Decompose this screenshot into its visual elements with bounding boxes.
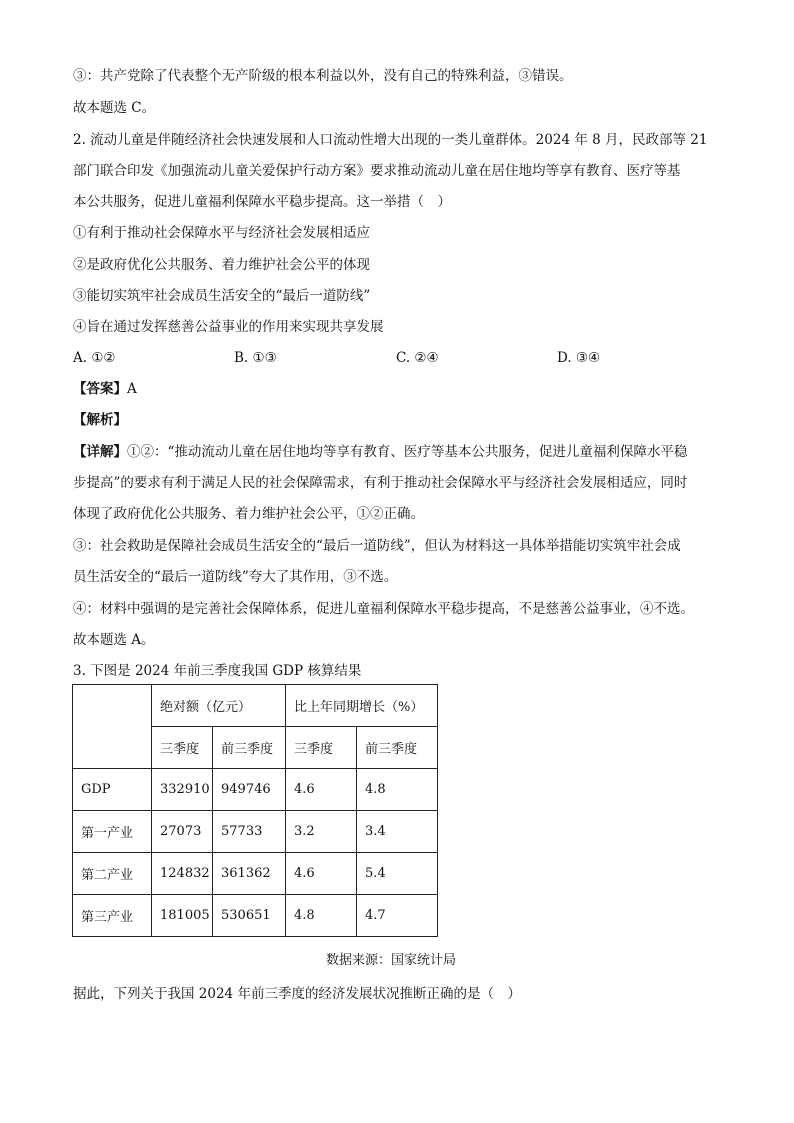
table-cell: 332910 — [152, 769, 213, 811]
statement-3: ③能切实筑牢社会成员生活安全的“最后一道防线” — [73, 288, 371, 304]
table-header-row — [73, 685, 438, 727]
statement-1: ①有利于推动社会保障水平与经济社会发展相适应 — [73, 225, 370, 241]
table-cell: 4.6 — [286, 769, 357, 811]
table-row — [73, 811, 438, 853]
table-cell: 530651 — [213, 895, 286, 937]
table-subheader-cell: 前三季度 — [357, 727, 438, 769]
detail-line: 员生活安全的“最后一道防线”夸大了其作用，③不选。 — [73, 569, 398, 585]
question-3-prompt: 据此，下列关于我国 2024 年前三季度的经济发展状况推断正确的是（ ） — [73, 986, 521, 1002]
table-row — [73, 769, 438, 811]
detail-label: 【详解】 — [73, 444, 127, 460]
table-group-header: 比上年同期增长（%） — [286, 685, 438, 727]
table-row — [73, 895, 438, 937]
table-cell: 4.8 — [286, 895, 357, 937]
table-cell: 4.6 — [286, 853, 357, 895]
table-cell: 361362 — [213, 853, 286, 895]
table-cell: GDP — [73, 769, 152, 811]
question-3-stem: 3. 下图是 2024 年前三季度我国 GDP 核算结果 — [73, 663, 362, 679]
table-cell: 第一产业 — [73, 811, 152, 853]
question-2-stem: 部门联合印发《加强流动儿童关爱保护行动方案》要求推动流动儿童在居住地均等享有教育、医疗等基 — [73, 163, 681, 179]
table-cell: 4.8 — [357, 769, 438, 811]
table-source: 数据来源：国家统计局 — [326, 953, 457, 968]
table-subheader-cell: 三季度 — [152, 727, 213, 769]
statement-2: ②是政府优化公共服务、着力维护社会公平的体现 — [73, 257, 370, 273]
statement-4: ④旨在通过发挥慈善公益事业的作用来实现共享发展 — [73, 319, 384, 335]
detail-line: 体现了政府优化公共服务、着力维护社会公平，①②正确。 — [73, 506, 424, 522]
table-cell: 第三产业 — [73, 895, 152, 937]
table-cell: 4.7 — [357, 895, 438, 937]
table-cell: 949746 — [213, 769, 286, 811]
detail-line: ③：社会救助是保障社会成员生活安全的“最后一道防线”，但认为材料这一具体举措能切实筑牢社会成 — [73, 538, 681, 554]
answer-line — [73, 380, 137, 398]
table-subheader-cell: 前三季度 — [213, 727, 286, 769]
table-cell: 181005 — [152, 895, 213, 937]
table-cell: 3.2 — [286, 811, 357, 853]
analysis-label: 【解析】 — [73, 412, 127, 428]
detail-line: ④：材料中强调的是完善社会保障体系，促进儿童福利保障水平稳步提高，不是慈善公益事业，④不选。 — [73, 601, 694, 617]
text-line: 故本题选 C。 — [73, 100, 156, 116]
answer-value: A — [127, 381, 137, 397]
question-2-stem: 2. 流动儿童是伴随经济社会快速发展和人口流动性增大出现的一类儿童群体。2024 年 8 月，民政部等 21 — [73, 132, 708, 148]
option-b: B. ①③ — [234, 350, 277, 366]
table-cell: 3.4 — [357, 811, 438, 853]
table-subheader-cell: 三季度 — [286, 727, 357, 769]
table-cell: 124832 — [152, 853, 213, 895]
option-c: C. ②④ — [396, 350, 439, 366]
option-d: D. ③④ — [557, 350, 601, 366]
answer-label: 【答案】 — [73, 381, 127, 397]
table-cell: 第二产业 — [73, 853, 152, 895]
table-cell: 57733 — [213, 811, 286, 853]
text-line: ③：共产党除了代表整个无产阶级的根本利益以外，没有自己的特殊利益，③错误。 — [73, 68, 573, 84]
table-row — [73, 853, 438, 895]
detail-line — [73, 443, 687, 461]
option-a: A. ①② — [73, 350, 116, 366]
table-cell: 5.4 — [357, 853, 438, 895]
detail-line: 步提高”的要求有利于满足人民的社会保障需求，有利于推动社会保障水平与经济社会发展相适应，同时 — [73, 475, 688, 491]
detail-line: 故本题选 A。 — [73, 632, 155, 648]
table-corner-cell — [73, 685, 152, 769]
question-2-stem: 本公共服务，促进儿童福利保障水平稳步提高。这一举措（ ） — [73, 194, 451, 210]
table-cell: 27073 — [152, 811, 213, 853]
gdp-table — [72, 684, 438, 937]
table-group-header: 绝对额（亿元） — [152, 685, 286, 727]
detail-text: ①②：“推动流动儿童在居住地均等享有教育、医疗等基本公共服务，促进儿童福利保障水平稳 — [127, 444, 688, 460]
